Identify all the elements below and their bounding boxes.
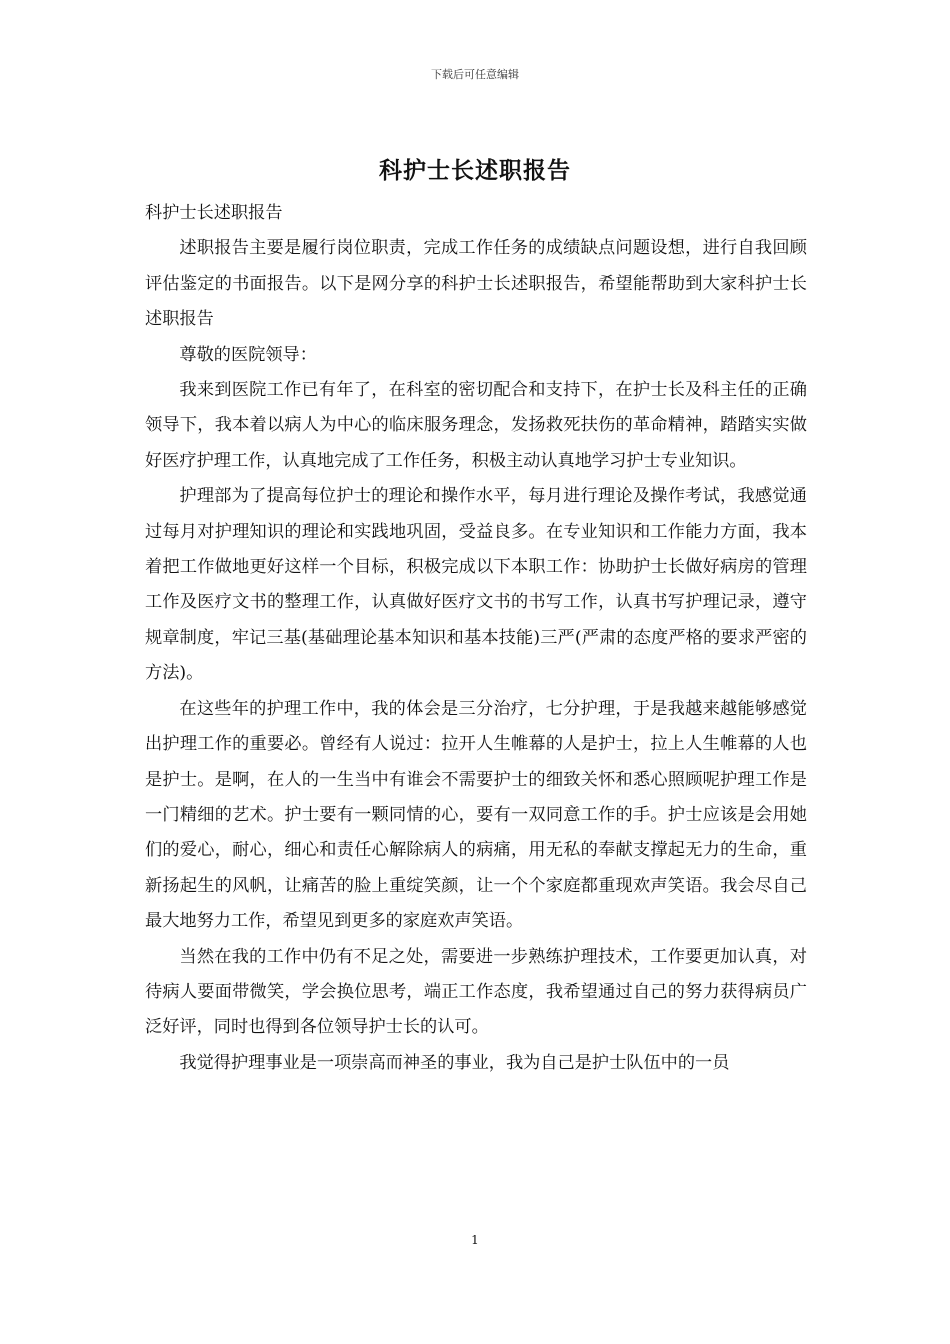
paragraph-subtitle: 科护士长述职报告 [145, 203, 283, 223]
paragraph: 在这些年的护理工作中，我的体会是三分治疗，七分护理，于是我越来越能够感觉出护理工作的重要必。曾经有人说过：拉开人生帷幕的人是护士，拉上人生帷幕的人也是护士。是啊，在人的一生当中有谁会不需要护士的细致关怀和悉心照顾呢护理工作是一门精细的艺术。护士要有一颗同情的心，要有一双同意工作的手。护士应该是会用她们的爱心，耐心，细心和责任心解除病人的病痛，用无私的奉献支撑起无力的生命，重新扬起生的风帆，让痛苦的脸上重绽笑颜，让一个个家庭都重现欢声笑语。我会尽自己最大地努力工作，希望见到更多的家庭欢声笑语。 [145, 698, 807, 932]
page-number: 1 [471, 1233, 479, 1247]
paragraph: 护理部为了提高每位护士的理论和操作水平，每月进行理论及操作考试，我感觉通过每月对护理知识的理论和实践地巩固，受益良多。在专业知识和工作能力方面，我本着把工作做地更好这样一个目标，积极完成以下本职工作：协助护士长做好病房的管理工作及医疗文书的整理工作，认真做好医疗文书的书写工作，认真书写护理记录，遵守规章制度，牢记三基(基础理论基本知识和基本技能)三严(严肃的态度严格的要求严密的方法)。 [145, 486, 807, 684]
document-title: 科护士长述职报告 [379, 157, 571, 184]
paragraph: 述职报告主要是履行岗位职责，完成工作任务的成绩缺点问题设想，进行自我回顾评估鉴定的书面报告。以下是网分享的科护士长述职报告，希望能帮助到大家科护士长述职报告 [145, 238, 807, 330]
paragraph: 我来到医院工作已有年了，在科室的密切配合和支持下，在护士长及科主任的正确领导下，我本着以病人为中心的临床服务理念，发扬救死扶伤的革命精神，踏踏实实做好医疗护理工作，认真地完成了工作任务，积极主动认真地学习护士专业知识。 [145, 380, 807, 471]
header-note: 下载后可任意编辑 [431, 68, 519, 81]
paragraph: 我觉得护理事业是一项崇高而神圣的事业，我为自己是护士队伍中的一员 [179, 1052, 730, 1073]
paragraph-salutation: 尊敬的医院领导： [179, 344, 317, 365]
document-body [145, 196, 807, 1081]
paragraph: 当然在我的工作中仍有不足之处，需要进一步熟练护理技术，工作要更加认真，对待病人要面带微笑，学会换位思考，端正工作态度，我希望通过自己的努力获得病员广泛好评，同时也得到各位领导护士长的认可。 [145, 946, 807, 1038]
